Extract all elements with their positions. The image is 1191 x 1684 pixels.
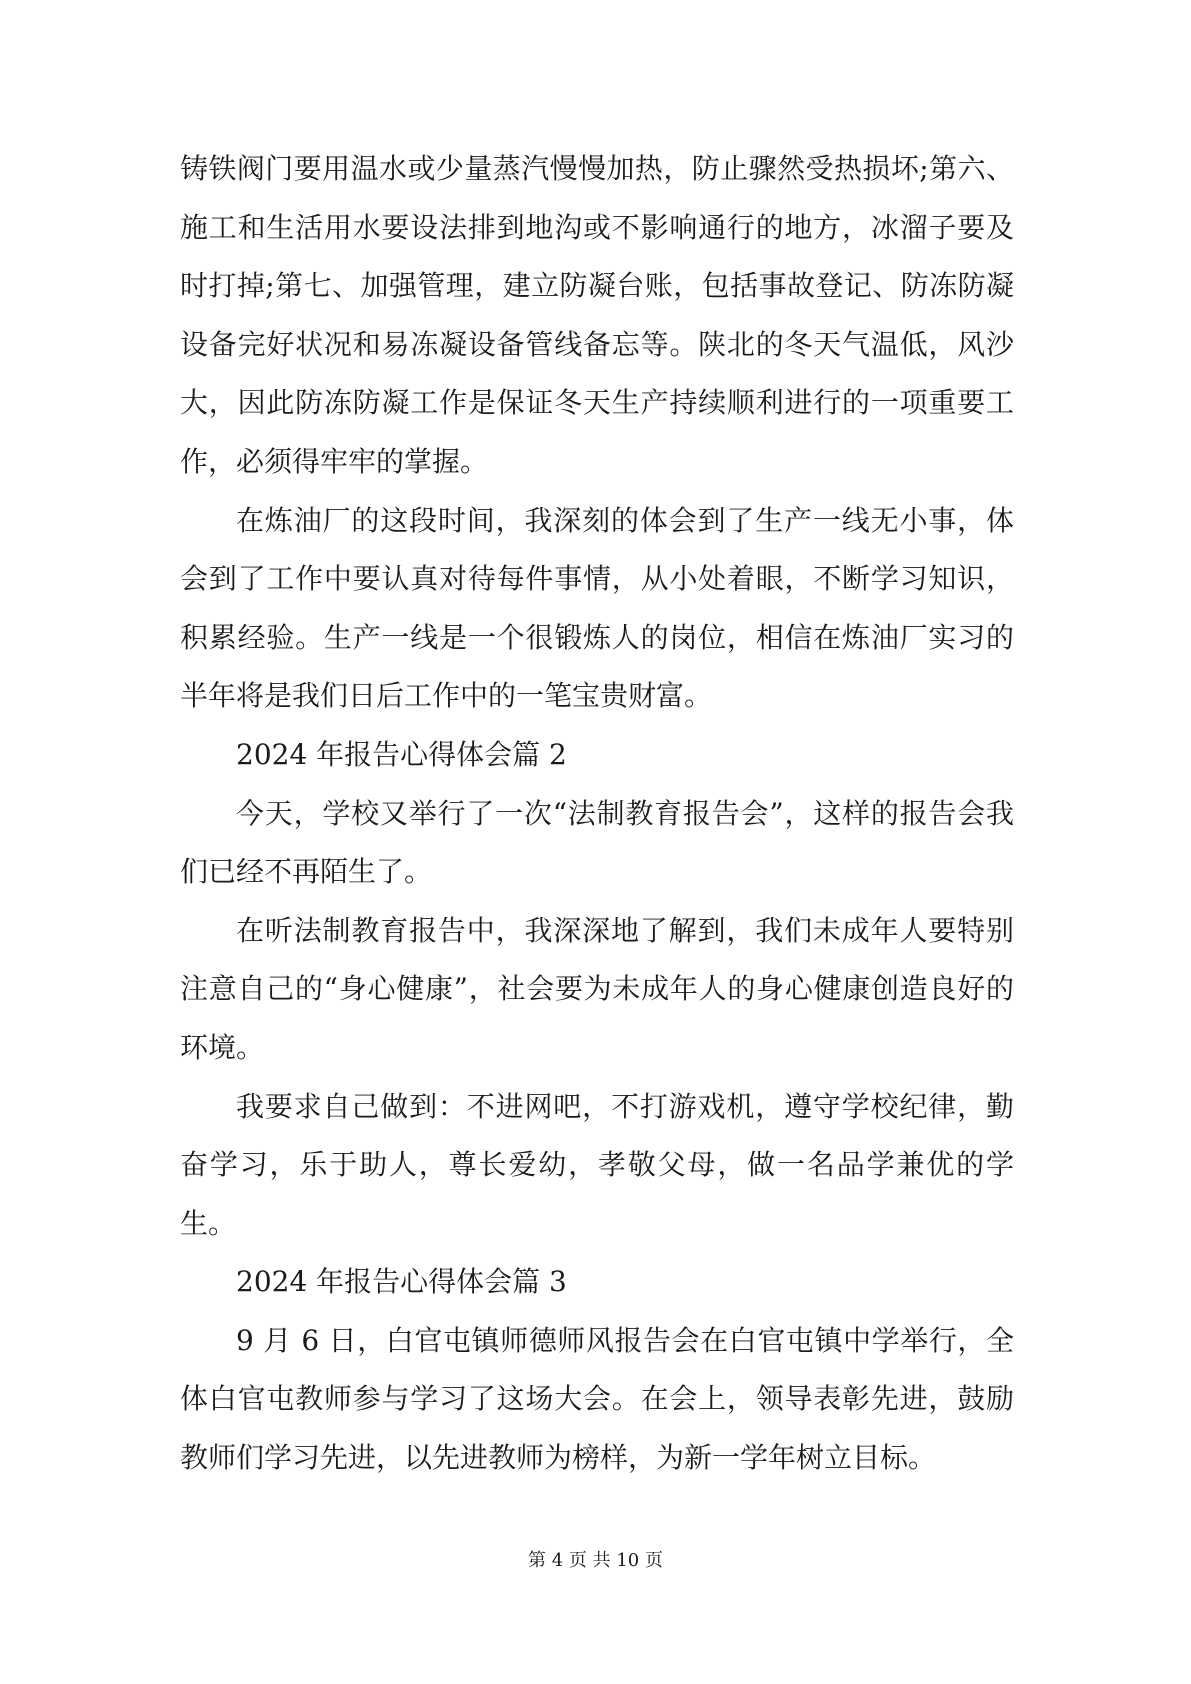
paragraph-3: 今天，学校又举行了一次“法制教育报告会”，这样的报告会我们已经不再陌生了。 xyxy=(180,796,1014,889)
paragraph-6: 9 月 6 日，白官屯镇师德师风报告会在白官屯镇中学举行，全体白官屯教师参与学习了这场大会。在会上，领导表彰先进，鼓励教师们学习先进，以先进教师为榜样，为新一学年树立目标。 xyxy=(180,1323,1014,1475)
document-body xyxy=(180,140,1014,1488)
paragraph-2: 在炼油厂的这段时间，我深刻的体会到了生产一线无小事，体会到了工作中要认真对待每件事情，从小处着眼，不断学习知识，积累经验。生产一线是一个很锻炼人的岗位，相信在炼油厂实习的半年将是我们日后工作中的一笔宝贵财富。 xyxy=(180,503,1014,713)
paragraph-4: 在听法制教育报告中，我深深地了解到，我们未成年人要特别注意自己的“身心健康”，社会要为未成年人的身心健康创造良好的环境。 xyxy=(180,913,1014,1064)
paragraph-1: 铸铁阀门要用温水或少量蒸汽慢慢加热，防止骤然受热损坏;第六、施工和生活用水要设法排到地沟或不影响通行的地方，冰溜子要及时打掉;第七、加强管理，建立防凝台账，包括事故登记、防冻防凝设备完好状况和易冻凝设备管线备忘等。陕北的冬天气温低，风沙大，因此防冻防凝工作是保证冬天生产持续顺利进行的一项重要工作，必须得牢牢的掌握。 xyxy=(180,152,1014,478)
paragraph-5: 我要求自己做到：不进网吧，不打游戏机，遵守学校纪律，勤奋学习，乐于助人，尊长爱幼，孝敬父母，做一名品学兼优的学生。 xyxy=(180,1089,1014,1240)
page-number-footer: 第 4 页 共 10 页 xyxy=(528,1550,663,1571)
section-heading-2: 2024 年报告心得体会篇 2 xyxy=(236,737,567,771)
section-heading-3: 2024 年报告心得体会篇 3 xyxy=(236,1265,567,1299)
